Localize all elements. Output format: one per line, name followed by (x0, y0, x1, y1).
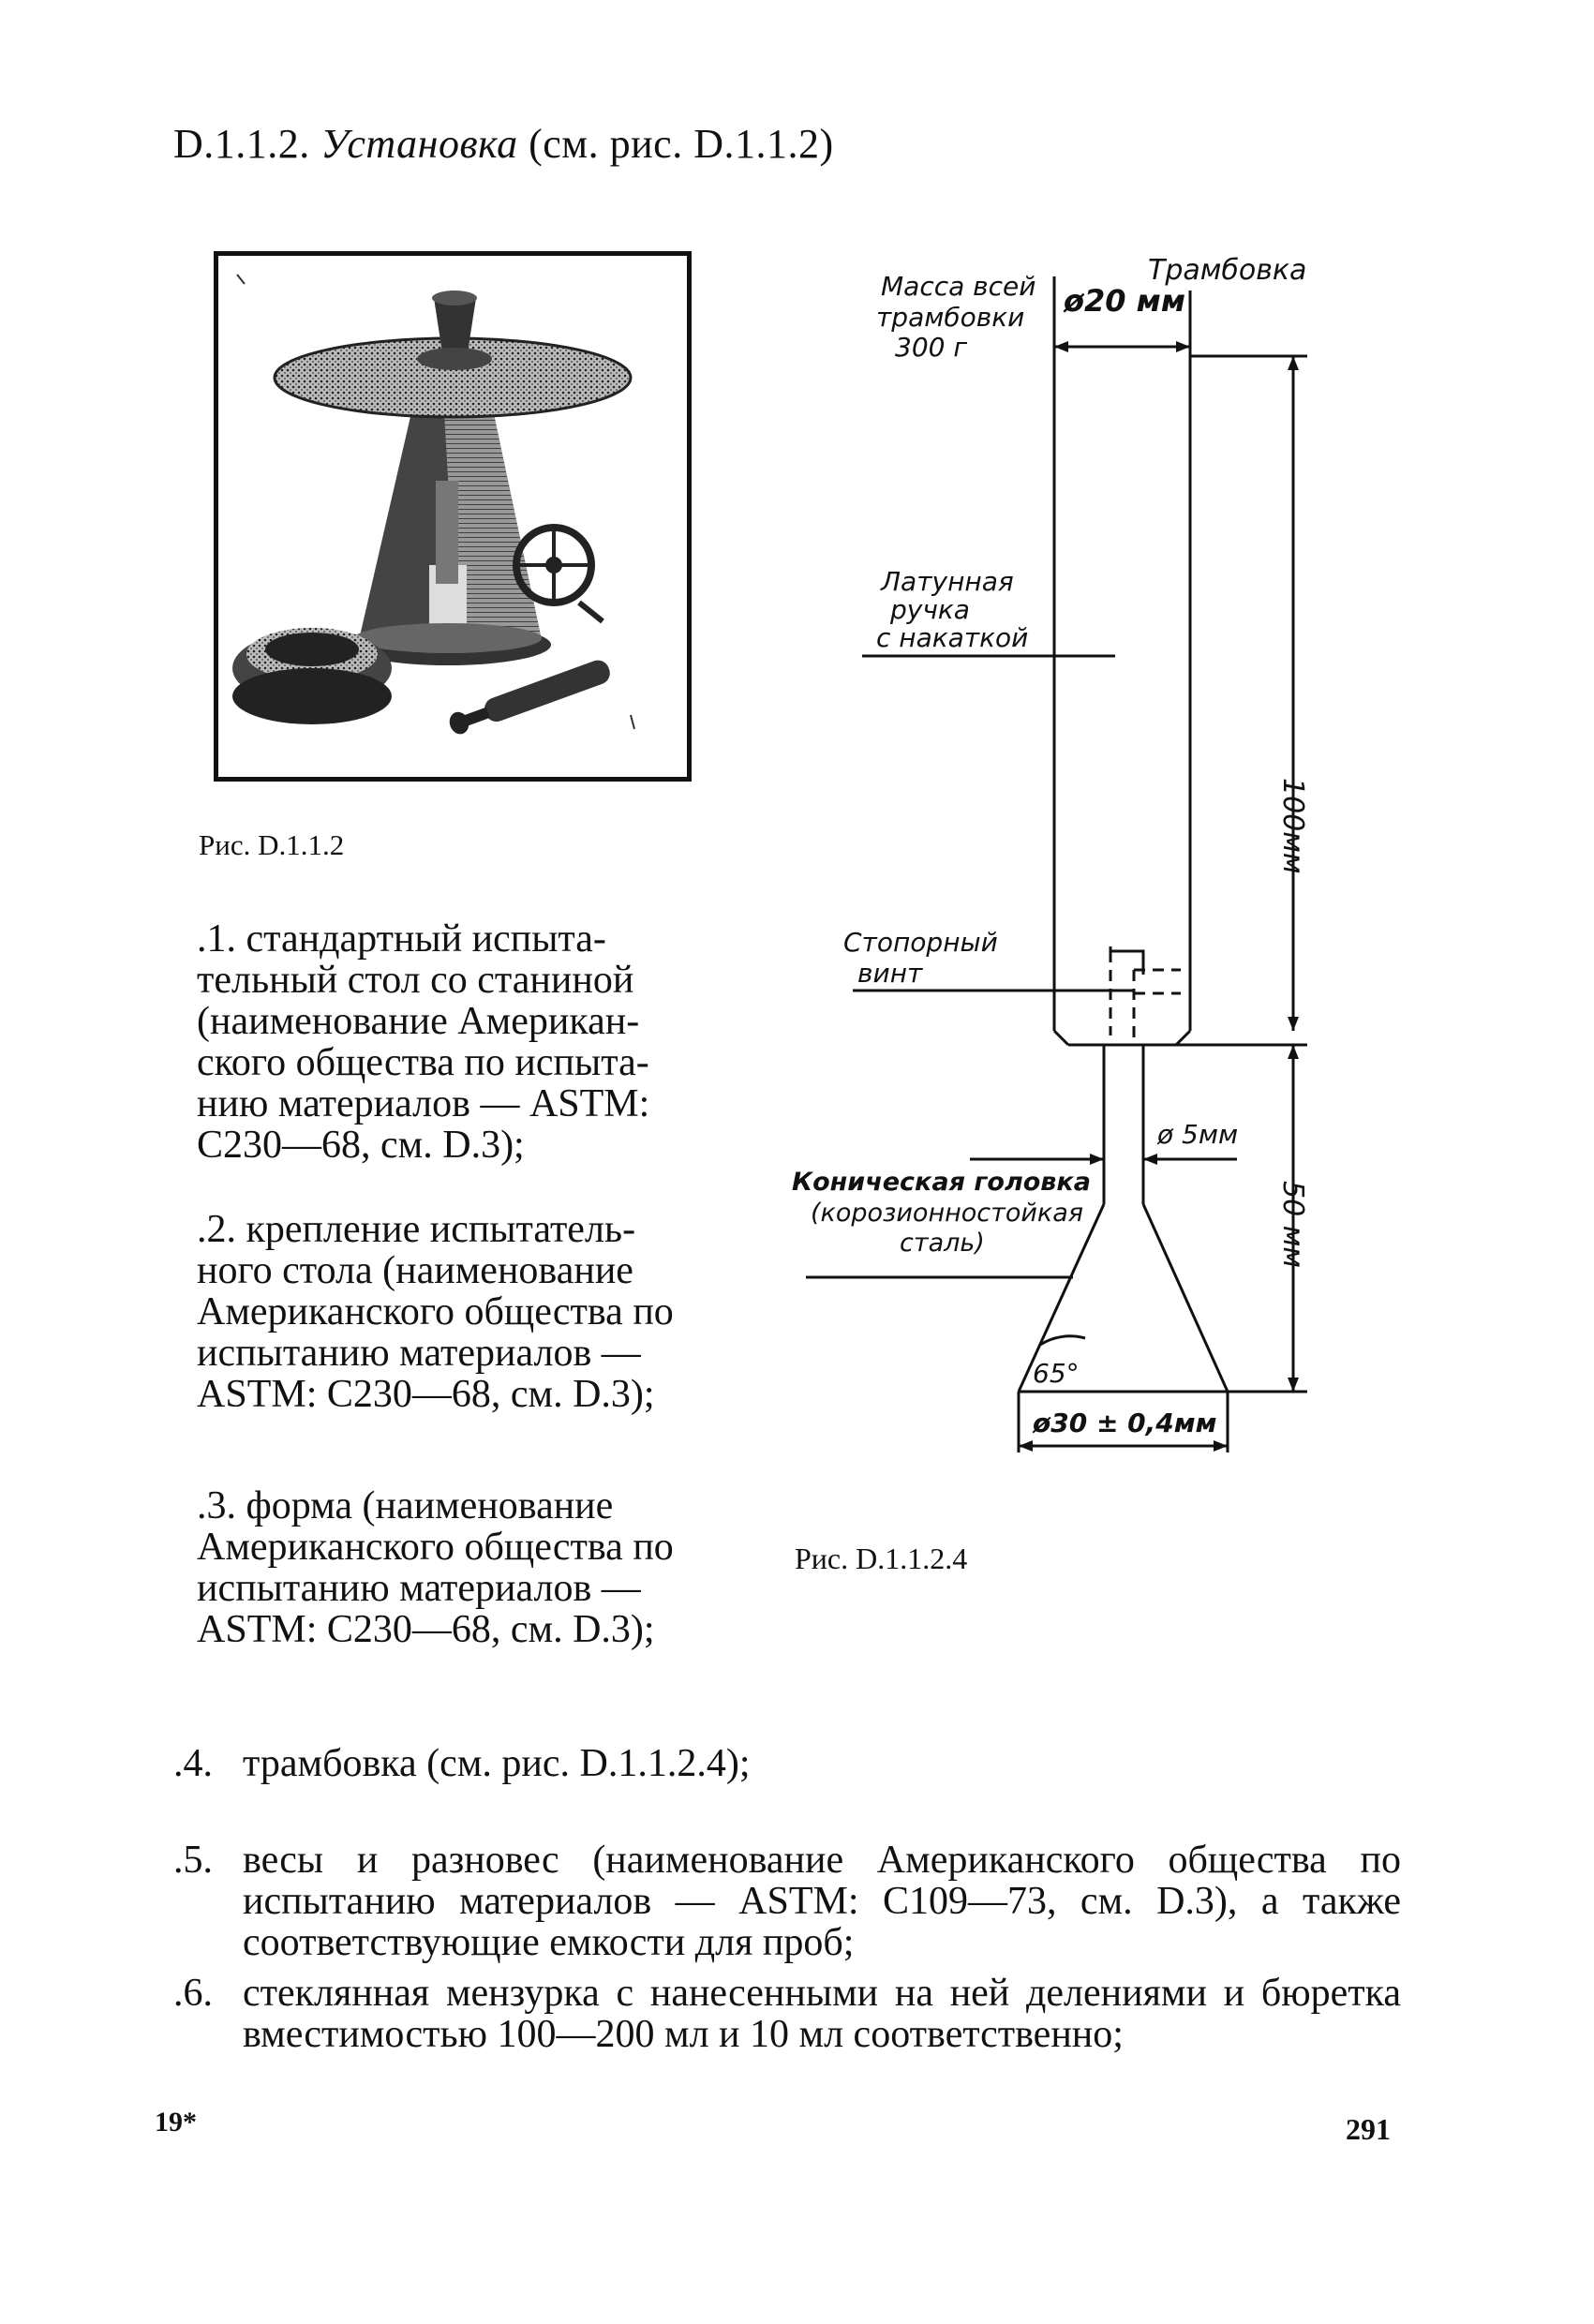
item-2-line-5: ASTM: C230—68, см. D.3); (197, 1373, 655, 1416)
label-head-line2: (корозионностойкая (811, 1199, 1084, 1228)
item-6-number: .6. (173, 1972, 213, 2015)
list-item-2 (197, 1209, 745, 1415)
list-item-3 (197, 1485, 745, 1650)
figure-caption-left: Рис. D.1.1.2 (199, 828, 345, 861)
label-screw-line2: винт (857, 958, 923, 989)
item-2-line-2: ного стола (наименование (197, 1249, 633, 1292)
label-mass-line3: 300 г (895, 332, 968, 363)
label-dia20: ø20 мм (1064, 283, 1185, 319)
item-1-line-5: нию материалов — ASTM: (197, 1082, 650, 1125)
flow-table-illustration (218, 256, 687, 777)
label-rammer: Трамбовка (1148, 254, 1307, 287)
section-heading (173, 120, 834, 168)
label-screw-line1: Стопорный (843, 927, 998, 958)
item-3-line-2: Американского общества по (197, 1526, 674, 1569)
label-mass-line1: Масса всей (881, 271, 1036, 302)
item-3-line-1: .3. форма (наименование (197, 1484, 614, 1527)
label-mass-line2: трамбовки (876, 302, 1025, 333)
list-item-4 (173, 1743, 1401, 1784)
label-head-line1: Коническая головка (792, 1168, 1091, 1197)
section-number: D.1.1.2. (173, 121, 310, 167)
item-2-line-1: .2. крепление испытатель- (197, 1208, 636, 1251)
section-title: Установка (320, 121, 518, 167)
page-number: 291 (1346, 2112, 1391, 2146)
item-4-text: трамбовка (см. рис. D.1.1.2.4); (243, 1742, 751, 1785)
item-3-line-3: испытанию материалов — (197, 1567, 641, 1610)
list-item-1 (197, 918, 745, 1166)
label-angle: 65° (1033, 1358, 1080, 1389)
item-1-line-6: C230—68, см. D.3); (197, 1124, 525, 1167)
label-length-100: 100мм (1276, 778, 1309, 874)
item-5-text: весы и разновес (наименование Американского общества по испытанию материалов — ASTM: C109—73, см. D.3), а также соответствующие емкости для проб; (243, 1839, 1401, 1964)
item-2-line-4: испытанию материалов — (197, 1332, 641, 1375)
item-1-line-1: .1. стандартный испыта- (197, 917, 606, 961)
label-handle-line3: с накаткой (876, 622, 1029, 653)
item-4-number: .4. (173, 1742, 213, 1785)
rammer-diagram (787, 253, 1312, 1452)
item-1-line-3: (наименование Американ- (197, 1000, 640, 1043)
flow-table-photo (214, 251, 692, 782)
item-1-line-2: тельный стол со станиной (197, 959, 634, 1002)
item-3-line-4: ASTM: C230—68, см. D.3); (197, 1608, 655, 1651)
figure-caption-right: Рис. D.1.1.2.4 (795, 1542, 968, 1575)
item-6-text: стеклянная мензурка с нанесенными на ней делениями и бюретка вместимостью 100—200 мл и 10 мл соответственно; (243, 1972, 1401, 2056)
item-2-line-3: Американского общества по (197, 1290, 674, 1333)
list-item-5 (173, 1840, 1401, 1963)
signature-mark: 19* (155, 2107, 197, 2138)
label-dia30: ø30 ± 0,4мм (1033, 1408, 1217, 1438)
label-length-50: 50 мм (1276, 1181, 1309, 1268)
label-head-line3: сталь) (900, 1229, 985, 1258)
list-item-6 (173, 1973, 1401, 2055)
rammer-drawing (787, 253, 1312, 1457)
section-figure-ref: (см. рис. D.1.1.2) (529, 121, 834, 167)
item-1-line-4: ского общества по испыта- (197, 1041, 649, 1084)
label-dia5: ø 5мм (1157, 1119, 1239, 1150)
item-5-number: .5. (173, 1839, 213, 1882)
label-handle-line1: Латунная (881, 566, 1014, 597)
label-handle-line2: ручка (890, 594, 970, 625)
